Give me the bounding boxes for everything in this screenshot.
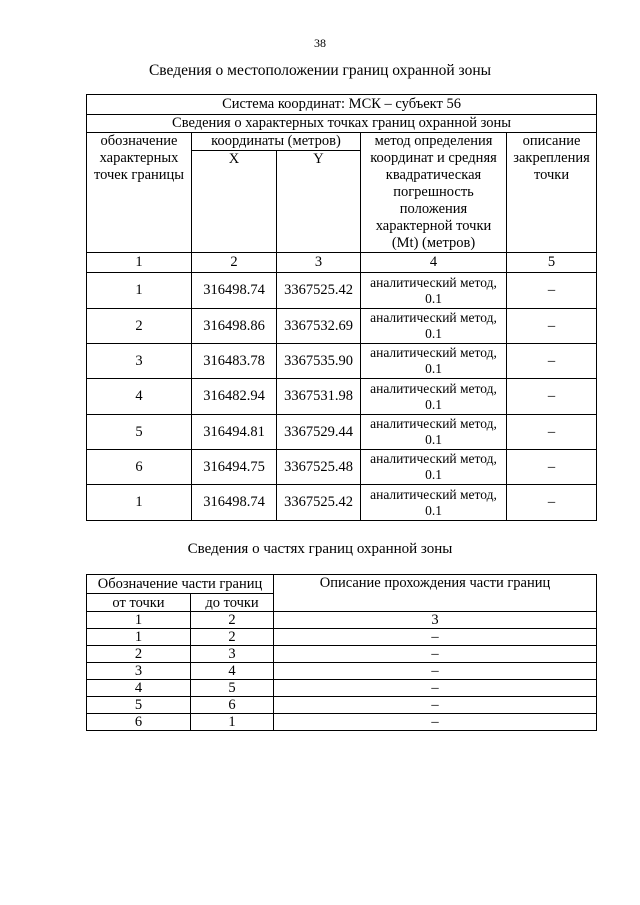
column-number: 5 <box>507 253 597 273</box>
coordinates-header: координаты (метров) <box>192 133 361 151</box>
y-coordinate: 3367532.69 <box>277 309 361 344</box>
to-point: 2 <box>191 629 274 646</box>
method-value: аналитический метод, 0.1 <box>361 415 507 450</box>
point-designation-header: обозначение характерных точек границы <box>87 133 192 253</box>
method-header: метод определения координат и средняя квадратическая погрешность положения характерной точки (Mt) (метров) <box>361 133 507 253</box>
boundary-parts-table <box>86 574 597 731</box>
boundary-points-table <box>86 94 597 521</box>
table-row <box>87 680 597 697</box>
y-header: Y <box>277 151 361 253</box>
column-number: 3 <box>277 253 361 273</box>
point-number: 1 <box>87 273 192 309</box>
fixing-description: – <box>507 273 597 309</box>
table-row <box>87 485 597 521</box>
point-number: 6 <box>87 450 192 485</box>
to-point: 6 <box>191 697 274 714</box>
fixing-description: – <box>507 379 597 415</box>
table-row <box>87 663 597 680</box>
to-point-header: до точки <box>191 594 274 612</box>
from-point: 3 <box>87 663 191 680</box>
section-title-boundary-location: Сведения о местоположении границ охранной зоны <box>148 62 492 79</box>
column-number: 2 <box>191 612 274 629</box>
from-point: 5 <box>87 697 191 714</box>
table-row <box>87 344 597 379</box>
fixing-description: – <box>507 415 597 450</box>
column-number: 1 <box>87 612 191 629</box>
y-coordinate: 3367529.44 <box>277 415 361 450</box>
column-number: 4 <box>361 253 507 273</box>
characteristic-points-header: Сведения о характерных точках границ охранной зоны <box>87 115 597 133</box>
column-number: 1 <box>87 253 192 273</box>
method-value: аналитический метод, 0.1 <box>361 273 507 309</box>
from-point: 4 <box>87 680 191 697</box>
table-row <box>87 697 597 714</box>
fixing-description-header: описание закрепления точки <box>507 133 597 253</box>
point-number: 1 <box>87 485 192 521</box>
fixing-description: – <box>507 450 597 485</box>
from-point: 6 <box>87 714 191 731</box>
x-coordinate: 316494.75 <box>192 450 277 485</box>
section-title-boundary-parts: Сведения о частях границ охранной зоны <box>187 541 453 557</box>
method-value: аналитический метод, 0.1 <box>361 309 507 344</box>
x-coordinate: 316483.78 <box>192 344 277 379</box>
method-value: аналитический метод, 0.1 <box>361 485 507 521</box>
part-description: – <box>274 697 597 714</box>
y-coordinate: 3367525.42 <box>277 273 361 309</box>
y-coordinate: 3367525.48 <box>277 450 361 485</box>
table-row <box>87 379 597 415</box>
x-coordinate: 316482.94 <box>192 379 277 415</box>
table-row <box>87 309 597 344</box>
to-point: 5 <box>191 680 274 697</box>
method-value: аналитический метод, 0.1 <box>361 379 507 415</box>
to-point: 1 <box>191 714 274 731</box>
point-number: 5 <box>87 415 192 450</box>
parts-description-header: Описание прохождения части границ <box>274 575 597 612</box>
x-coordinate: 316498.74 <box>192 273 277 309</box>
method-value: аналитический метод, 0.1 <box>361 450 507 485</box>
page-number: 38 <box>314 36 326 50</box>
table-row <box>87 450 597 485</box>
table-row <box>87 273 597 309</box>
table-row <box>87 629 597 646</box>
x-coordinate: 316498.74 <box>192 485 277 521</box>
point-number: 4 <box>87 379 192 415</box>
x-header: X <box>192 151 277 253</box>
coordinate-system-header: Система координат: МСК – субъект 56 <box>87 95 597 115</box>
x-coordinate: 316494.81 <box>192 415 277 450</box>
y-coordinate: 3367535.90 <box>277 344 361 379</box>
x-coordinate: 316498.86 <box>192 309 277 344</box>
fixing-description: – <box>507 344 597 379</box>
part-description: – <box>274 646 597 663</box>
table-row <box>87 714 597 731</box>
parts-designation-header: Обозначение части границ <box>87 575 274 594</box>
fixing-description: – <box>507 309 597 344</box>
part-description: – <box>274 629 597 646</box>
y-coordinate: 3367531.98 <box>277 379 361 415</box>
from-point: 1 <box>87 629 191 646</box>
from-point: 2 <box>87 646 191 663</box>
column-number: 2 <box>192 253 277 273</box>
part-description: – <box>274 714 597 731</box>
point-number: 2 <box>87 309 192 344</box>
table-row <box>87 415 597 450</box>
column-number: 3 <box>274 612 597 629</box>
fixing-description: – <box>507 485 597 521</box>
method-value: аналитический метод, 0.1 <box>361 344 507 379</box>
to-point: 3 <box>191 646 274 663</box>
point-number: 3 <box>87 344 192 379</box>
y-coordinate: 3367525.42 <box>277 485 361 521</box>
table-row <box>87 646 597 663</box>
from-point-header: от точки <box>87 594 191 612</box>
part-description: – <box>274 680 597 697</box>
part-description: – <box>274 663 597 680</box>
to-point: 4 <box>191 663 274 680</box>
